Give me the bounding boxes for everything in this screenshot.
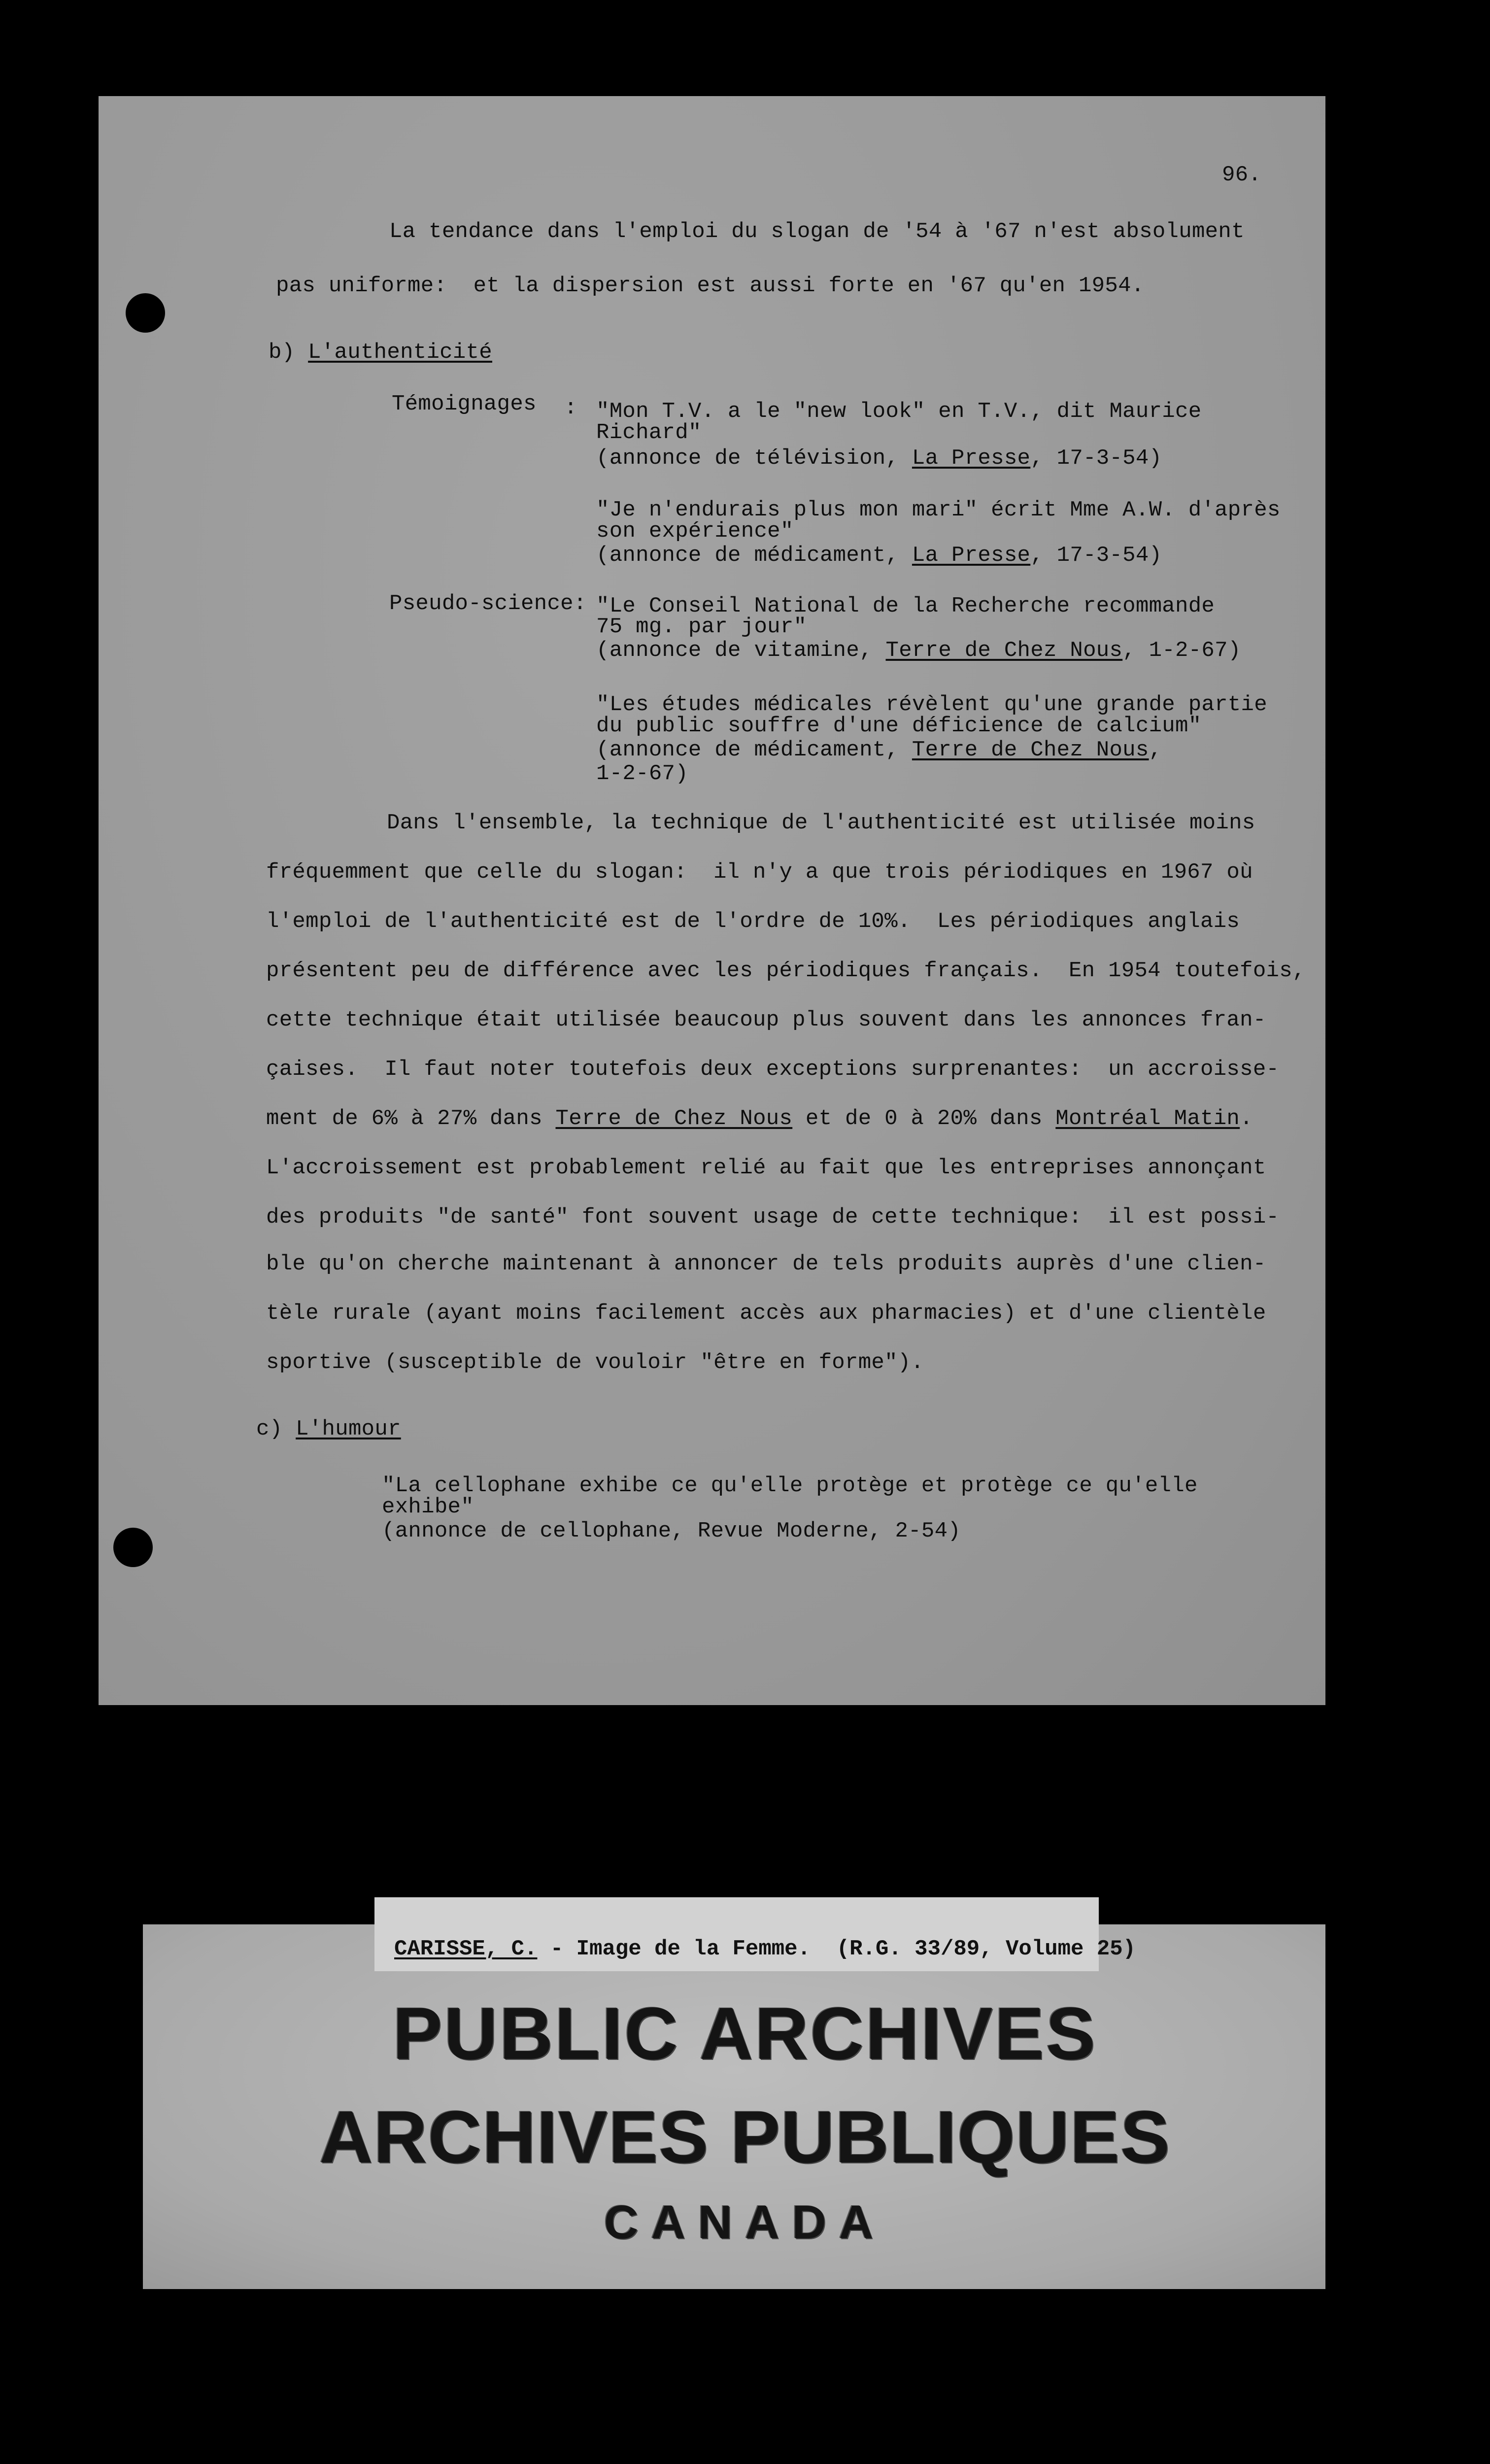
paragraph-line-3: l'emploi de l'authenticité est de l'ordre de 10%. Les périodiques anglais (266, 909, 1240, 934)
quote-3-line-2: 75 mg. par jour" (596, 615, 807, 639)
intro-line-2: pas uniforme: et la dispersion est aussi forte en '67 qu'en 1954. (276, 274, 1145, 298)
publication-name: Terre de Chez Nous (912, 738, 1149, 762)
quote-4-line-2: du public souffre d'une déficience de calcium" (596, 714, 1202, 738)
section-c-title: L'humour (296, 1417, 401, 1441)
paragraph-line-8: L'accroissement est probablement relié au fait que les entreprises annonçant (266, 1156, 1266, 1180)
quote-5-source: (annonce de cellophane, Revue Moderne, 2-54) (382, 1519, 961, 1543)
quote-2-source (596, 543, 1162, 568)
paragraph-line-5: cette technique était utilisée beaucoup plus souvent dans les annonces fran- (266, 1008, 1266, 1032)
paragraph-line-12: sportive (susceptible de vouloir "être en forme"). (266, 1350, 924, 1375)
publication-name: Montréal Matin (1055, 1106, 1240, 1131)
paragraph-line-4: présentent peu de différence avec les périodiques français. En 1954 toutefois, (266, 958, 1306, 983)
pseudo-science-label: Pseudo-science: (389, 591, 587, 616)
quote-4-line-1: "Les études médicales révèlent qu'une grande partie (596, 692, 1267, 717)
intro-line-1: La tendance dans l'emploi du slogan de '54 à '67 n'est absolument (389, 219, 1245, 244)
quote-4-date: 1-2-67) (596, 761, 688, 786)
quote-4-source (596, 738, 1162, 762)
publication-name: Terre de Chez Nous (885, 638, 1123, 663)
paragraph-line-7 (266, 1106, 1253, 1131)
source-text: (annonce de médicament, (596, 738, 912, 762)
document-page (99, 96, 1325, 1705)
publication-name: Terre de Chez Nous (555, 1106, 793, 1131)
quote-3-source (596, 638, 1241, 663)
paragraph-line-9: des produits "de santé" font souvent usage de cette technique: il est possi- (266, 1205, 1280, 1230)
paragraph-text: . (1240, 1106, 1253, 1131)
quote-5-line-2: exhibe" (382, 1495, 474, 1519)
quote-2-line-1: "Je n'endurais plus mon mari" écrit Mme A.W. d'après (596, 498, 1281, 522)
temoignages-colon: : (564, 396, 577, 420)
source-text: (annonce de vitamine, (596, 638, 886, 663)
publication-name: La Presse (912, 543, 1031, 568)
reference-details: - Image de la Femme. (R.G. 33/89, Volume 25) (537, 1937, 1136, 1961)
paragraph-line-2: fréquemment que celle du slogan: il n'y a que trois périodiques en 1967 où (266, 860, 1253, 885)
publication-name: La Presse (912, 446, 1031, 471)
section-b-heading (269, 340, 492, 365)
punch-hole-top (126, 293, 165, 333)
section-c-heading (256, 1417, 401, 1441)
archive-stamp-line-1: PUBLIC ARCHIVES (393, 1992, 1097, 2075)
source-text: (annonce de télévision, (596, 446, 912, 471)
section-c-letter: c) (256, 1417, 283, 1441)
archive-stamp-line-3: CANADA (604, 2196, 886, 2249)
page-number: 96. (1222, 163, 1262, 187)
paragraph-text: ment de 6% à 27% dans (266, 1106, 556, 1131)
quote-1-line-1: "Mon T.V. a le "new look" en T.V., dit Maurice (596, 399, 1202, 424)
paragraph-line-11: tèle rurale (ayant moins facilement accès aux pharmacies) et d'une clientèle (266, 1301, 1266, 1326)
quote-1-source (596, 446, 1162, 471)
paragraph-line-6: çaises. Il faut noter toutefois deux exceptions surprenantes: un accroisse- (266, 1057, 1280, 1082)
quote-3-line-1: "Le Conseil National de la Recherche recommande (596, 594, 1215, 618)
source-date: , 1-2-67) (1122, 638, 1241, 663)
quote-1-line-2: Richard" (596, 420, 702, 445)
punch-hole-bottom (113, 1528, 153, 1567)
quote-2-line-2: son expérience" (596, 519, 794, 544)
paragraph-line-10: ble qu'on cherche maintenant à annoncer de tels produits auprès d'une clien- (266, 1252, 1266, 1276)
reference-author: CARISSE, C. (394, 1937, 538, 1961)
source-comma: , (1149, 738, 1162, 762)
source-date: , 17-3-54) (1030, 543, 1162, 568)
section-b-title: L'authenticité (308, 340, 493, 365)
source-text: (annonce de médicament, (596, 543, 912, 568)
source-date: , 17-3-54) (1030, 446, 1162, 471)
archive-stamp-line-2: ARCHIVES PUBLIQUES (319, 2095, 1171, 2178)
archive-reference (394, 1937, 1136, 1961)
paragraph-text: et de 0 à 20% dans (792, 1106, 1056, 1131)
temoignages-label: Témoignages (392, 392, 537, 416)
quote-5-line-1: "La cellophane exhibe ce qu'elle protège et protège ce qu'elle (382, 1473, 1198, 1498)
section-b-letter: b) (269, 340, 295, 365)
paragraph-line-1: Dans l'ensemble, la technique de l'authenticité est utilisée moins (387, 811, 1255, 835)
